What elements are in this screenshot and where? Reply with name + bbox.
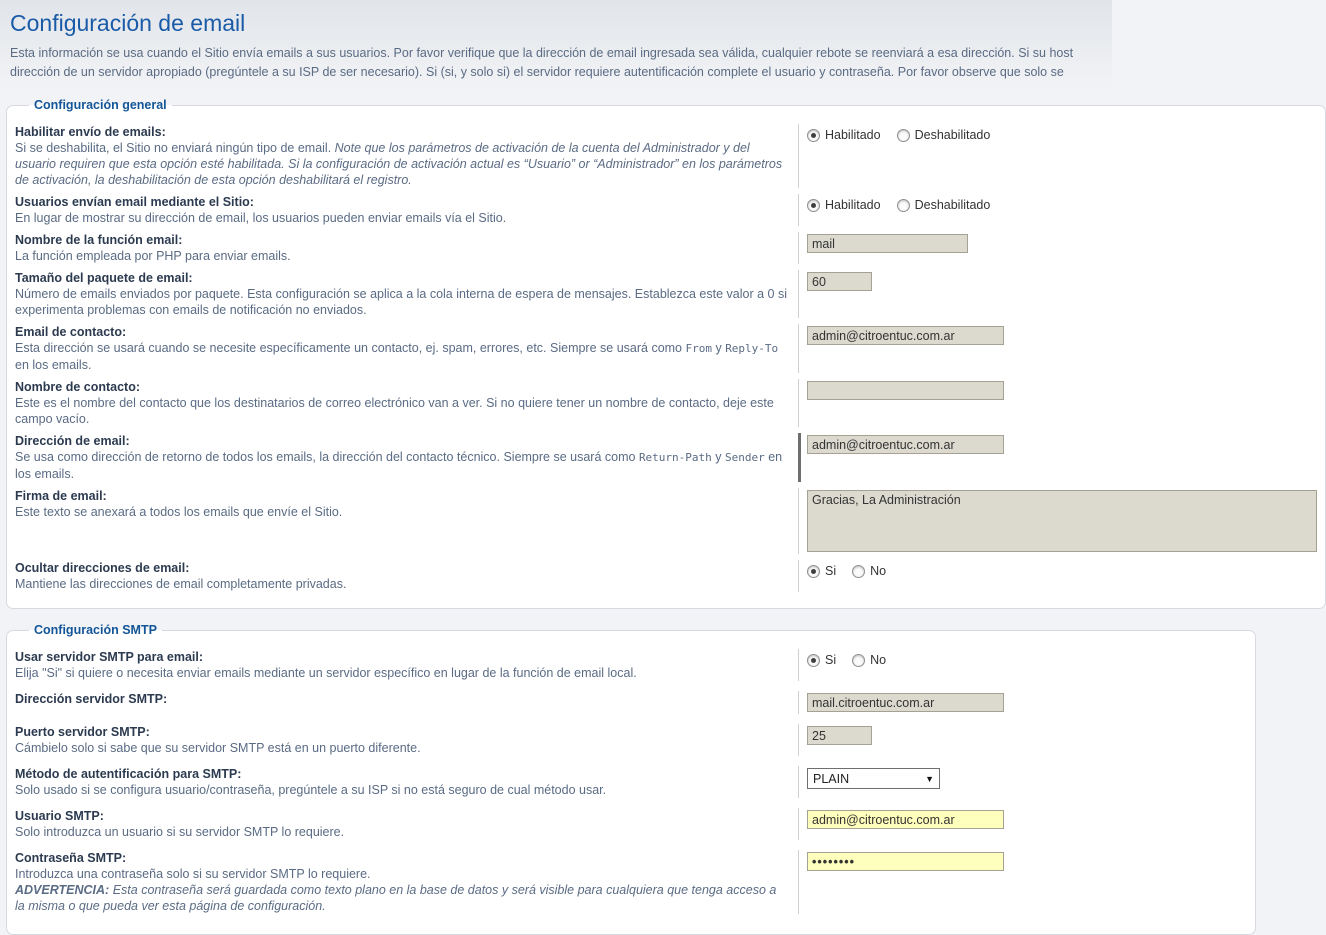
intro-line-2: dirección de un servidor apropiado (pregúntele a su ISP de ser necesario). Si (si, y solo si) el servidor requiere autentificación complete el usuario y contraseña. Por favor observe que solo se [10,65,1064,79]
board-email-form-label: Usuarios envían email mediante el Sitio: [15,195,254,209]
return-email-input[interactable] [807,435,1004,454]
hide-emails-radio-yes[interactable] [807,565,820,578]
row-package-size [15,270,1317,318]
smtp-port-label: Puerto servidor SMTP: [15,725,150,739]
smtp-port-desc: Cámbielo solo si sabe que su servidor SMTP está en un puerto diferente. [15,741,421,755]
board-email-form-radio-disabled-label[interactable]: Deshabilitado [914,198,991,212]
row-board-email-form [15,194,1317,226]
package-size-desc: Número de emails enviados por paquete. Esta configuración se aplica a la cola interna de espera de mensajes. Establezca este valor a 0 si experimenta problemas con emails de notificación no enviados. [15,287,787,317]
row-hide-emails [15,560,1317,592]
email-signature-textarea[interactable] [807,490,1317,552]
row-smtp-pass [15,850,1247,914]
smtp-auth-select[interactable] [807,768,940,789]
hide-emails-desc: Mantiene las direcciones de email completamente privadas. [15,577,347,591]
email-function-label: Nombre de la función email: [15,233,183,247]
general-settings-legend: Configuración general [34,98,167,112]
smtp-port-input[interactable] [807,726,872,745]
smtp-settings-legend: Configuración SMTP [34,623,157,637]
smtp-auth-label: Método de autentificación para SMTP: [15,767,242,781]
smtp-user-desc: Solo introduzca un usuario si su servidor SMTP lo requiere. [15,825,345,839]
row-return-email [15,433,1317,482]
contact-name-label: Nombre de contacto: [15,380,141,394]
contact-email-label: Email de contacto: [15,325,127,339]
smtp-user-input[interactable] [807,810,1004,829]
smtp-pass-warning: ADVERTENCIA: Esta contraseña será guardada como texto plano en la base de datos y será visible para cualquiera que tenga acceso a la misma o que pueda ver esta página de configuración. [15,883,777,913]
hide-emails-radio-group [807,564,1317,578]
row-smtp-auth [15,766,1247,798]
contact-name-input[interactable] [807,381,1004,400]
smtp-settings-panel [6,623,1256,935]
return-email-desc: Se usa como dirección de retorno de todos los emails, la dirección del contacto técnico. Siempre se usará como Return-Path y Sender en los emails. [15,450,783,481]
smtp-user-label: Usuario SMTP: [15,809,104,823]
row-email-signature [15,488,1317,554]
row-enable-email [15,124,1317,188]
page-header [0,0,1112,92]
smtp-auth-selected-value: PLAIN [813,771,850,786]
row-email-function [15,232,1317,264]
use-smtp-radio-no-label[interactable]: No [870,653,887,667]
email-function-desc: La función empleada por PHP para enviar emails. [15,249,291,263]
board-email-form-desc: En lugar de mostrar su dirección de email, los usuarios pueden enviar emails vía el Sitio. [15,211,507,225]
row-smtp-user [15,808,1247,840]
return-email-label: Dirección de email: [15,434,130,448]
enable-email-label: Habilitar envío de emails: [15,125,166,139]
board-email-form-radio-enabled[interactable] [807,199,820,212]
smtp-host-label: Dirección servidor SMTP: [15,692,168,706]
use-smtp-desc: Elija "Si" si quiere o necesita enviar emails mediante un servidor específico en lugar de la función de email local. [15,666,637,680]
smtp-pass-desc: Introduzca una contraseña solo si su servidor SMTP lo requiere. [15,867,371,881]
package-size-label: Tamaño del paquete de email: [15,271,193,285]
use-smtp-radio-yes-label[interactable]: Si [825,653,837,667]
page-intro [10,44,1102,82]
row-use-smtp [15,649,1247,681]
row-smtp-host [15,691,1247,714]
enable-email-desc: Si se deshabilita, el Sitio no enviará ningún tipo de email. Note que los parámetros de activación de la cuenta del Administrador y del usuario requiren que esta opción esté habilitada. Si la configuración de activación actual es “Usuario” or “Administrador” en los parámetros de activación, la deshabilitación de esta opción deshabilitará el registro. [15,141,783,187]
enable-email-radio-enabled[interactable] [807,129,820,142]
hide-emails-radio-no[interactable] [852,565,865,578]
smtp-auth-desc: Solo usado si se configura usuario/contraseña, pregúntele a su ISP si no está seguro de cual método usar. [15,783,607,797]
contact-email-input[interactable] [807,326,1004,345]
hide-emails-radio-no-label[interactable]: No [870,564,887,578]
enable-email-radio-enabled-label[interactable]: Habilitado [825,128,881,142]
hide-emails-label: Ocultar direcciones de email: [15,561,190,575]
board-email-form-radio-group [807,198,1317,212]
use-smtp-radio-no[interactable] [852,654,865,667]
use-smtp-radio-group [807,653,1247,667]
email-signature-desc: Este texto se anexará a todos los emails que envíe el Sitio. [15,505,343,519]
smtp-host-input[interactable] [807,693,1004,712]
contact-email-desc: Esta dirección se usará cuando se necesite específicamente un contacto, ej. spam, errores, etc. Siempre se usará como From y Reply-To en los emails. [15,341,779,372]
smtp-pass-input[interactable] [807,852,1004,871]
general-settings-panel [6,98,1326,609]
package-size-input[interactable] [807,272,872,291]
hide-emails-radio-yes-label[interactable]: Si [825,564,837,578]
contact-name-desc: Este es el nombre del contacto que los destinatarios de correo electrónico van a ver. Si no quiere tener un nombre de contacto, deje este campo vacío. [15,396,774,426]
enable-email-radio-group [807,128,1317,142]
email-function-input[interactable] [807,234,968,253]
board-email-form-radio-disabled[interactable] [897,199,910,212]
board-email-form-radio-enabled-label[interactable]: Habilitado [825,198,881,212]
enable-email-radio-disabled-label[interactable]: Deshabilitado [914,128,991,142]
use-smtp-radio-yes[interactable] [807,654,820,667]
smtp-pass-label: Contraseña SMTP: [15,851,127,865]
email-signature-label: Firma de email: [15,489,107,503]
row-contact-name [15,379,1317,427]
use-smtp-label: Usar servidor SMTP para email: [15,650,204,664]
row-contact-email [15,324,1317,373]
enable-email-radio-disabled[interactable] [897,129,910,142]
intro-line-1: Esta información se usa cuando el Sitio envía emails a sus usuarios. Por favor verifique que la dirección de email ingresada sea válida, cualquier rebote se reenviará a esa dirección. Si su host [10,46,1074,60]
enable-email-note: Note que los parámetros de activación de la cuenta del Administrador y del usuario requiren que esta opción esté habilitada. Si la configuración de activación actual es “Usuario” or “Administrador” en los parámetros de activación, la deshabilitación de esta opción deshabilitará el registro. [15,141,783,187]
row-smtp-port [15,724,1247,756]
chevron-down-icon: ▼ [925,773,934,784]
page-title: Configuración de email [10,10,246,36]
